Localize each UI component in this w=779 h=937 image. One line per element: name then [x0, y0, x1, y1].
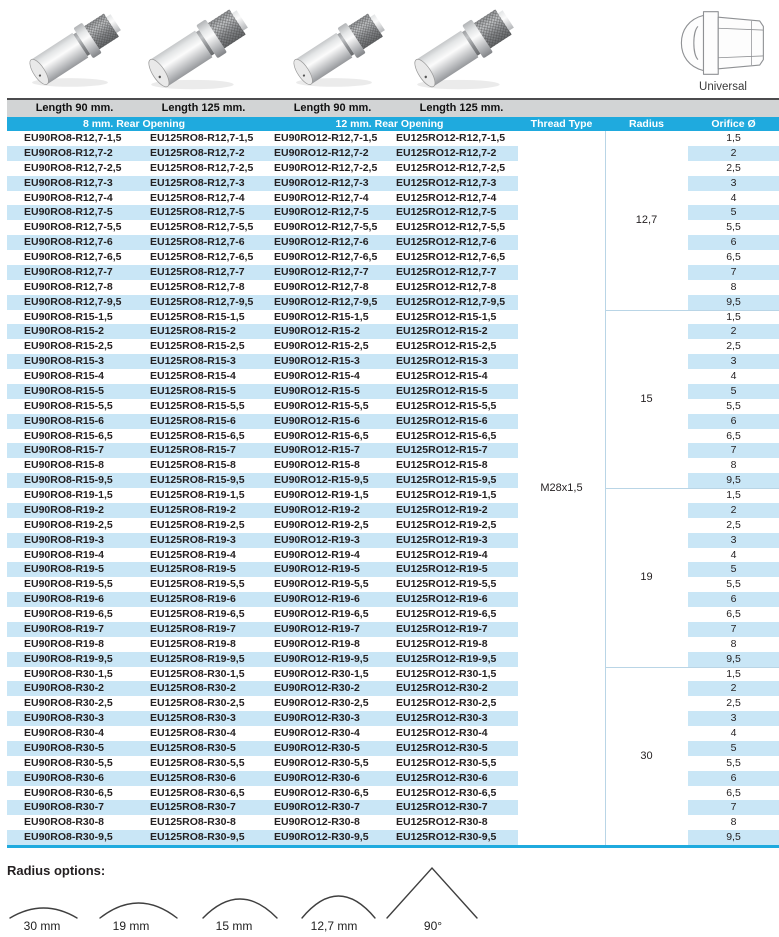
part-number: EU125RO12-R12,7-5: [396, 206, 497, 219]
part-number: EU90RO8-R15-4: [24, 370, 104, 382]
part-number: EU125RO8-R30-2,5: [150, 697, 245, 710]
part-number: EU125RO8-R12,7-5: [150, 206, 245, 219]
part-number: EU90RO12-R12,7-7: [274, 265, 369, 278]
orifice-value: 6,5: [726, 786, 741, 799]
orifice-value: 6,5: [726, 608, 741, 620]
nozzle-125mm-12mm-image: [402, 2, 528, 92]
part-number: EU125RO12-R30-5,5: [396, 756, 497, 769]
radius-arc-19mm: [100, 903, 177, 918]
part-number: EU125RO8-R12,7-2: [150, 146, 245, 159]
part-number: EU125RO12-R19-3: [396, 533, 488, 546]
nozzle-125mm-8mm-image: [136, 2, 262, 92]
part-number: EU125RO8-R19-6,5: [150, 608, 245, 620]
part-number: EU125RO12-R30-9,5: [396, 831, 497, 844]
radius-options-title: Radius options:: [7, 863, 106, 878]
part-number: EU90RO8-R12,7-6,5: [24, 251, 122, 263]
part-number: EU125RO12-R30-3: [396, 712, 488, 725]
radius-arc-30mm: [10, 908, 77, 918]
part-number: EU125RO8-R19-1,5: [150, 489, 245, 501]
part-number: EU90RO12-R19-2: [274, 503, 360, 516]
radius-option-label-15mm: 15 mm: [215, 919, 253, 933]
part-number: EU125RO8-R30-6,5: [150, 786, 245, 799]
radius-options-diagram: [0, 855, 560, 937]
part-number: EU125RO12-R19-1,5: [396, 489, 497, 501]
part-number: EU125RO12-R30-8: [396, 816, 488, 829]
part-number: EU125RO12-R15-6: [396, 414, 488, 427]
part-number: EU125RO12-R30-5: [396, 741, 488, 754]
part-number: EU90RO12-R12,7-5: [274, 206, 369, 219]
part-number: EU90RO8-R15-6: [24, 414, 104, 427]
part-number: EU125RO8-R15-6,5: [150, 429, 245, 442]
orifice-value: 3: [688, 711, 779, 726]
radius-option-label-19mm: 19 mm: [112, 919, 150, 933]
part-number: EU90RO12-R19-6,5: [274, 608, 369, 620]
column-header-bar: [7, 117, 779, 131]
orifice-value: 2,5: [726, 340, 741, 353]
part-number: EU125RO8-R12,7-6: [150, 236, 245, 249]
part-number: EU125RO12-R19-2,5: [396, 518, 497, 531]
part-number: EU90RO12-R12,7-2: [274, 146, 369, 159]
part-number: EU90RO12-R19-4: [274, 548, 360, 561]
part-number: EU125RO8-R12,7-7: [150, 265, 245, 278]
orifice-value: 2: [688, 146, 779, 161]
part-number: EU125RO8-R30-7: [150, 801, 236, 814]
part-number: EU90RO12-R15-6: [274, 414, 360, 427]
part-number: EU90RO8-R19-7: [24, 622, 104, 635]
part-number: EU90RO12-R19-3: [274, 533, 360, 546]
part-number: EU90RO12-R15-6,5: [274, 429, 369, 442]
part-number: EU125RO8-R15-5,5: [150, 399, 245, 412]
orifice-value: 8: [730, 816, 737, 829]
part-number: EU125RO8-R30-5,5: [150, 756, 245, 769]
part-number: EU90RO12-R12,7-9,5: [274, 295, 378, 308]
orifice-value: 9,5: [688, 473, 779, 488]
orifice-value: 3: [688, 533, 779, 548]
part-number: EU125RO8-R12,7-3: [150, 176, 245, 189]
orifice-value: 8: [730, 459, 737, 472]
part-number: EU125RO8-R15-2: [150, 325, 236, 338]
part-number: EU90RO12-R12,7-3: [274, 176, 369, 189]
part-number: EU125RO8-R12,7-4: [150, 191, 245, 204]
radius-option-label-30mm: 30 mm: [23, 919, 61, 933]
part-number: EU125RO12-R30-6,5: [396, 786, 497, 799]
part-number: EU125RO8-R12,7-9,5: [150, 295, 254, 308]
radius-value-group-1: 12,7: [635, 214, 658, 227]
orifice-value: 8: [730, 637, 737, 650]
part-number: EU125RO12-R15-1,5: [396, 310, 497, 323]
part-number: EU90RO12-R30-1,5: [274, 667, 369, 680]
part-number: EU125RO12-R19-6,5: [396, 608, 497, 620]
part-number: EU90RO12-R19-8: [274, 637, 360, 650]
orifice-value: 7: [688, 800, 779, 815]
part-number: EU125RO8-R19-2,5: [150, 518, 245, 531]
part-number: EU125RO12-R12,7-9,5: [396, 295, 506, 308]
part-number: EU125RO12-R12,7-2: [396, 146, 497, 159]
orifice-value: 2: [688, 681, 779, 696]
part-number: EU125RO12-R19-7: [396, 622, 488, 635]
part-number: EU125RO8-R19-4: [150, 548, 236, 561]
orifice-value: 2,5: [726, 518, 741, 531]
part-number: EU90RO12-R30-8: [274, 816, 360, 829]
part-number: EU90RO8-R15-5,5: [24, 399, 113, 412]
nozzle-90mm-8mm-image: [20, 6, 132, 90]
header-orifice: Orifice Ø: [711, 118, 756, 130]
part-number: EU125RO12-R19-4: [396, 548, 488, 561]
header-12mm-rear-opening: 12 mm. Rear Opening: [335, 118, 444, 130]
part-number: EU90RO12-R30-2: [274, 682, 360, 695]
part-number: EU125RO12-R15-2,5: [396, 340, 497, 353]
radius-angle-90deg: [387, 868, 477, 918]
orifice-value: 5: [688, 205, 779, 220]
part-number: EU90RO8-R15-7: [24, 444, 104, 457]
part-number: EU125RO12-R12,7-4: [396, 191, 497, 204]
part-number: EU90RO8-R12,7-5,5: [24, 221, 122, 234]
orifice-value: 2,5: [726, 697, 741, 710]
part-number: EU90RO12-R15-3: [274, 355, 360, 368]
part-number: EU90RO8-R15-8: [24, 459, 104, 472]
part-number: EU90RO8-R19-2,5: [24, 518, 113, 531]
part-number: EU90RO8-R15-3: [24, 355, 104, 368]
part-number: EU90RO8-R19-5,5: [24, 578, 113, 591]
orifice-value: 7: [688, 622, 779, 637]
orifice-value: 2: [688, 324, 779, 339]
part-number: EU125RO12-R12,7-5,5: [396, 221, 506, 234]
orifice-value: 6: [688, 414, 779, 429]
part-number: EU90RO12-R19-5: [274, 563, 360, 576]
part-number: EU90RO8-R15-9,5: [24, 474, 113, 487]
part-number: EU125RO12-R15-5: [396, 384, 488, 397]
part-number: EU90RO8-R15-2,5: [24, 340, 113, 353]
part-number: EU90RO8-R12,7-1,5: [24, 132, 122, 144]
part-number: EU90RO12-R15-8: [274, 459, 360, 472]
part-number: EU90RO8-R30-1,5: [24, 667, 113, 680]
part-number: EU90RO8-R30-3: [24, 712, 104, 725]
part-number: EU125RO12-R30-6: [396, 771, 488, 784]
part-number: EU90RO12-R30-6: [274, 771, 360, 784]
part-number: EU125RO8-R15-1,5: [150, 310, 245, 323]
radius-value-group-3: 19: [640, 571, 653, 584]
part-number: EU125RO12-R19-2: [396, 503, 488, 516]
orifice-value: 5,5: [726, 756, 741, 769]
orifice-value: 9,5: [688, 295, 779, 310]
orifice-value: 6: [688, 592, 779, 607]
part-number: EU125RO12-R15-5,5: [396, 399, 497, 412]
universal-label: Universal: [699, 81, 747, 93]
part-number: EU90RO8-R12,7-7: [24, 265, 113, 278]
part-number: EU125RO12-R15-7: [396, 444, 488, 457]
part-number: EU90RO8-R30-9,5: [24, 831, 113, 844]
part-number: EU125RO12-R12,7-6: [396, 236, 497, 249]
part-number: EU90RO12-R15-1,5: [274, 310, 369, 323]
part-number: EU125RO8-R19-3: [150, 533, 236, 546]
part-number: EU125RO8-R15-7: [150, 444, 236, 457]
orifice-value: 6,5: [726, 429, 741, 442]
part-number: EU90RO12-R15-4: [274, 370, 360, 382]
part-number: EU90RO8-R19-5: [24, 563, 104, 576]
length-label-3: Length 90 mm.: [293, 102, 372, 114]
orifice-value: 5: [688, 384, 779, 399]
orifice-value: 5: [688, 562, 779, 577]
radius-value-group-4: 30: [640, 749, 653, 762]
part-number: EU90RO12-R12,7-2,5: [274, 161, 378, 174]
part-number: EU90RO8-R12,7-2: [24, 146, 113, 159]
part-number: EU90RO12-R15-2: [274, 325, 360, 338]
part-number: EU90RO12-R12,7-6,5: [274, 251, 378, 263]
part-number: EU90RO12-R12,7-6: [274, 236, 369, 249]
part-number: EU90RO8-R30-2: [24, 682, 104, 695]
radius-value-group-2: 15: [640, 392, 653, 405]
part-number: EU90RO12-R19-1,5: [274, 489, 369, 501]
part-number: EU125RO8-R15-2,5: [150, 340, 245, 353]
orifice-value: 2: [688, 503, 779, 518]
part-number: EU125RO8-R12,7-5,5: [150, 221, 254, 234]
part-number: EU90RO12-R30-2,5: [274, 697, 369, 710]
part-number: EU125RO8-R30-5: [150, 741, 236, 754]
part-number: EU90RO12-R12,7-4: [274, 191, 369, 204]
part-number: EU90RO8-R19-4: [24, 548, 104, 561]
part-number: EU90RO12-R15-7: [274, 444, 360, 457]
radius-arc-12-7mm: [302, 896, 375, 918]
part-number: EU125RO12-R15-8: [396, 459, 488, 472]
part-number: EU90RO12-R30-5,5: [274, 756, 369, 769]
part-number: EU90RO8-R12,7-4: [24, 191, 113, 204]
part-number: EU125RO8-R30-4: [150, 727, 236, 739]
part-number: EU125RO8-R12,7-6,5: [150, 251, 254, 263]
part-number: EU125RO12-R19-8: [396, 637, 488, 650]
part-number: EU90RO8-R12,7-6: [24, 236, 113, 249]
part-number: EU90RO8-R15-6,5: [24, 429, 113, 442]
orifice-value: 7: [688, 443, 779, 458]
part-number: EU125RO8-R15-3: [150, 355, 236, 368]
part-number: EU90RO12-R30-3: [274, 712, 360, 725]
orifice-value: 5,5: [726, 578, 741, 591]
part-number: EU125RO8-R15-4: [150, 370, 236, 382]
part-number: EU125RO8-R15-5: [150, 384, 236, 397]
part-number: EU125RO12-R12,7-1,5: [396, 132, 506, 144]
part-number: EU125RO12-R30-1,5: [396, 667, 497, 680]
part-number: EU125RO8-R19-9,5: [150, 652, 245, 665]
part-number: EU90RO12-R19-7: [274, 622, 360, 635]
length-label-1: Length 90 mm.: [35, 102, 114, 114]
part-number: EU90RO8-R19-6,5: [24, 608, 113, 620]
part-number: EU90RO12-R15-2,5: [274, 340, 369, 353]
part-number: EU90RO8-R19-8: [24, 637, 104, 650]
radius-arc-15mm: [203, 899, 277, 918]
part-number: EU90RO12-R30-5: [274, 741, 360, 754]
part-number: EU125RO8-R19-5,5: [150, 578, 245, 591]
part-number: EU125RO12-R12,7-7: [396, 265, 497, 278]
part-number: EU125RO12-R19-9,5: [396, 652, 497, 665]
part-number: EU90RO8-R19-3: [24, 533, 104, 546]
length-header-bar: [7, 98, 779, 117]
part-number: EU125RO12-R19-6: [396, 593, 488, 606]
part-number: EU125RO8-R12,7-8: [150, 280, 245, 293]
part-number: EU90RO8-R15-5: [24, 384, 104, 397]
orifice-value: 4: [730, 548, 737, 561]
part-number: EU125RO8-R15-6: [150, 414, 236, 427]
part-number: EU90RO12-R19-9,5: [274, 652, 369, 665]
part-number: EU90RO8-R30-5,5: [24, 756, 113, 769]
table-body: [7, 131, 779, 845]
orifice-value: 5,5: [726, 221, 741, 234]
part-number: EU90RO12-R30-9,5: [274, 831, 369, 844]
part-number: EU90RO12-R30-7: [274, 801, 360, 814]
part-number: EU90RO8-R19-2: [24, 503, 104, 516]
header-8mm-rear-opening: 8 mm. Rear Opening: [82, 118, 186, 130]
part-number: EU90RO8-R19-1,5: [24, 489, 113, 501]
part-number: EU125RO8-R30-6: [150, 771, 236, 784]
orifice-value: 1,5: [726, 132, 741, 144]
table-bottom-border: [7, 845, 779, 848]
length-label-2: Length 125 mm.: [161, 102, 246, 114]
orifice-value: 5,5: [726, 399, 741, 412]
orifice-value: 6: [688, 771, 779, 786]
orifice-value: 4: [730, 370, 737, 382]
part-number: EU90RO8-R12,7-8: [24, 280, 113, 293]
part-number: EU125RO12-R19-5,5: [396, 578, 497, 591]
part-number: EU90RO12-R19-2,5: [274, 518, 369, 531]
part-number: EU125RO12-R30-2,5: [396, 697, 497, 710]
part-number: EU125RO8-R19-5: [150, 563, 236, 576]
part-number: EU90RO12-R15-5: [274, 384, 360, 397]
orifice-value: 2,5: [726, 161, 741, 174]
part-number: EU125RO8-R30-9,5: [150, 831, 245, 844]
orifice-value: 8: [730, 280, 737, 293]
part-number: EU90RO12-R30-6,5: [274, 786, 369, 799]
part-number: EU125RO8-R19-7: [150, 622, 236, 635]
orifice-value: 3: [688, 354, 779, 369]
part-number: EU90RO8-R30-8: [24, 816, 104, 829]
part-number: EU125RO8-R30-3: [150, 712, 236, 725]
part-number: EU90RO12-R12,7-5,5: [274, 221, 378, 234]
part-number: EU125RO8-R12,7-1,5: [150, 132, 254, 144]
part-number: EU90RO8-R30-6,5: [24, 786, 113, 799]
part-number: EU90RO8-R15-2: [24, 325, 104, 338]
part-number: EU90RO12-R12,7-8: [274, 280, 369, 293]
part-number: EU125RO8-R30-8: [150, 816, 236, 829]
part-number: EU90RO8-R12,7-3: [24, 176, 113, 189]
part-number: EU90RO8-R12,7-9,5: [24, 295, 122, 308]
length-label-4: Length 125 mm.: [419, 102, 504, 114]
part-number: EU90RO12-R19-6: [274, 593, 360, 606]
part-number: EU90RO12-R30-4: [274, 727, 360, 739]
part-number: EU125RO12-R30-7: [396, 801, 488, 814]
part-number: EU125RO12-R19-5: [396, 563, 488, 576]
orifice-value: 7: [688, 265, 779, 280]
radius-option-label-12-7mm: 12,7 mm: [310, 919, 358, 933]
orifice-value: 3: [688, 176, 779, 191]
part-number: EU90RO8-R12,7-5: [24, 206, 113, 219]
part-number: EU90RO8-R15-1,5: [24, 310, 113, 323]
universal-nut-image: [666, 8, 776, 78]
part-number: EU90RO12-R15-9,5: [274, 474, 369, 487]
part-number: EU125RO8-R19-6: [150, 593, 236, 606]
part-number: EU125RO12-R12,7-8: [396, 280, 497, 293]
part-number: EU125RO12-R30-4: [396, 727, 488, 739]
orifice-value: 4: [730, 727, 737, 739]
part-number: EU125RO12-R12,7-2,5: [396, 161, 506, 174]
orifice-value: 4: [730, 191, 737, 204]
header-thread-type: Thread Type: [530, 118, 593, 130]
part-number: EU125RO8-R12,7-2,5: [150, 161, 254, 174]
orifice-value: 5: [688, 741, 779, 756]
part-number: EU125RO8-R15-8: [150, 459, 236, 472]
part-number: EU125RO12-R15-9,5: [396, 474, 497, 487]
part-number: EU90RO8-R30-4: [24, 727, 104, 739]
part-number: EU90RO12-R15-5,5: [274, 399, 369, 412]
part-number: EU90RO8-R30-6: [24, 771, 104, 784]
orifice-value: 1,5: [726, 310, 741, 323]
nozzle-90mm-12mm-image: [284, 6, 396, 90]
part-number: EU125RO12-R12,7-6,5: [396, 251, 506, 263]
orifice-value: 6,5: [726, 251, 741, 263]
part-number: EU90RO8-R30-5: [24, 741, 104, 754]
part-number: EU125RO8-R15-9,5: [150, 474, 245, 487]
thread-type-value: M28x1,5: [540, 482, 583, 494]
part-number: EU125RO12-R15-3: [396, 355, 488, 368]
part-number: EU90RO12-R12,7-1,5: [274, 132, 378, 144]
part-number: EU90RO8-R30-2,5: [24, 697, 113, 710]
part-number: EU125RO8-R19-2: [150, 503, 236, 516]
part-number: EU90RO12-R19-5,5: [274, 578, 369, 591]
orifice-value: 1,5: [726, 667, 741, 680]
part-number: EU125RO12-R15-4: [396, 370, 488, 382]
orifice-value: 9,5: [688, 652, 779, 667]
radius-option-label-90deg: 90°: [423, 919, 443, 933]
orifice-value: 6: [688, 235, 779, 250]
part-number: EU90RO8-R19-6: [24, 593, 104, 606]
part-number: EU90RO8-R30-7: [24, 801, 104, 814]
part-number: EU125RO12-R12,7-3: [396, 176, 497, 189]
part-number: EU90RO8-R12,7-2,5: [24, 161, 122, 174]
part-number: EU90RO8-R19-9,5: [24, 652, 113, 665]
part-number: EU125RO8-R19-8: [150, 637, 236, 650]
part-number: EU125RO12-R30-2: [396, 682, 488, 695]
part-number: EU125RO8-R30-2: [150, 682, 236, 695]
orifice-value: 9,5: [688, 830, 779, 845]
part-number: EU125RO12-R15-2: [396, 325, 488, 338]
orifice-value: 1,5: [726, 489, 741, 501]
part-number: EU125RO12-R15-6,5: [396, 429, 497, 442]
header-radius: Radius: [628, 118, 664, 130]
part-number: EU125RO8-R30-1,5: [150, 667, 245, 680]
